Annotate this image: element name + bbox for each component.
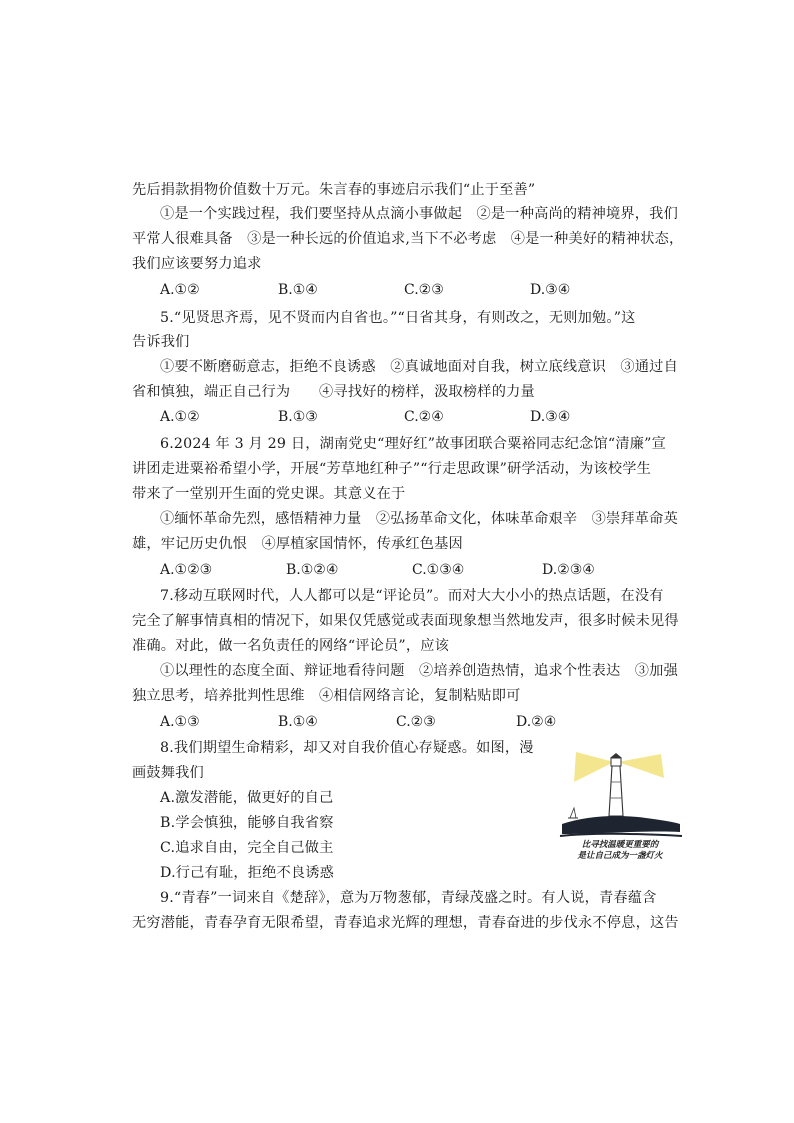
- option-c: C.②④: [404, 409, 444, 425]
- text-line: 先后捐款捐物价值数十万元。朱言春的事迹启示我们“止于至善”: [132, 182, 536, 198]
- option-d: D.③④: [530, 282, 571, 298]
- answer-option-d: D.行己有耻，拒绝不良诱惑: [160, 865, 335, 881]
- text-line: ①要不断磨砺意志，拒绝不良诱惑 ②真诚地面对自我，树立底线意识 ③通过自: [160, 359, 678, 375]
- question-8: 8.我们期望生命精彩，却又对自我价值心存疑惑。如图，漫: [160, 740, 534, 756]
- text-line: 无穷潜能，青春孕育无限希望，青春追求光辉的理想，青春奋进的步伐永不停息，这告: [132, 915, 679, 931]
- option-a: A.①②: [160, 409, 200, 425]
- question-5: 5.“见贤思齐焉，见不贤而内自省也。”“日省其身，有则改之，无则加勉。”这: [160, 310, 636, 326]
- option-a: A.①③: [160, 714, 200, 730]
- option-b: B.①④: [278, 714, 318, 730]
- cartoon-caption: [556, 840, 684, 862]
- option-d: D.②③④: [542, 562, 595, 578]
- text-line: ①以理性的态度全面、辩证地看待问题 ②培养创造热情，追求个性表达 ③加强: [160, 663, 678, 679]
- text-line: 准确。对此，做一名负责任的网络“评论员”，应该: [132, 638, 450, 654]
- text-line: 告诉我们: [132, 334, 190, 350]
- question-9: 9.“青春”一词来自《楚辞》，意为万物葱郁，青绿茂盛之时。有人说，青春蕴含: [160, 890, 657, 906]
- option-a: A.①②: [160, 282, 200, 298]
- text-line: ①是一个实践过程，我们要坚持从点滴小事做起 ②是一种高尚的精神境界，我们: [160, 206, 678, 222]
- text-line: 雄，牢记历史仇恨 ④厚植家国情怀，传承红色基因: [132, 536, 463, 552]
- answer-option-c: C.追求自由，完全自己做主: [160, 840, 334, 856]
- option-b: B.①④: [278, 282, 318, 298]
- option-c: C.②③: [396, 714, 436, 730]
- option-c: C.①③④: [412, 562, 465, 578]
- question-6: 6.2024 年 3 月 29 日，湖南党史“理好红”故事团联合粟裕同志纪念馆“清廉”宣: [160, 436, 666, 452]
- option-c: C.②③: [404, 282, 444, 298]
- option-d: D.③④: [530, 409, 571, 425]
- caption-line: 是让自己成为一盏灯火: [577, 851, 663, 861]
- caption-line: 比寻找温暖更重要的: [581, 840, 659, 850]
- text-line: 讲团走进粟裕希望小学，开展“芳草地红种子”“行走思政课”研学活动，为该校学生: [132, 461, 651, 477]
- text-line: 独立思考，培养批判性思维 ④相信网络言论，复制粘贴即可: [132, 688, 521, 704]
- text-line: 我们应该要努力追求: [132, 256, 262, 272]
- option-b: B.①②④: [286, 562, 339, 578]
- question-7: 7.移动互联网时代，人人都可以是“评论员”。而对大大小小的热点话题，在没有: [160, 588, 664, 604]
- option-a: A.①②③: [160, 562, 213, 578]
- answer-option-a: A.激发潜能，做更好的自己: [160, 790, 334, 806]
- text-line: 带来了一堂别开生面的党史课。其意义在于: [132, 486, 406, 502]
- option-b: B.①③: [278, 409, 318, 425]
- answer-option-b: B.学会慎独，能够自我省察: [160, 815, 334, 831]
- text-line: 平常人很难具备 ③是一种长远的价值追求,当下不必考虑 ④是一种美好的精神状态，: [132, 231, 684, 247]
- text-line: 完全了解事情真相的情况下，如果仅凭感觉或表面现象想当然地发声，很多时候未见得: [132, 613, 679, 629]
- text-line: 省和慎独，端正自己行为 ④寻找好的榜样，汲取榜样的力量: [132, 384, 535, 400]
- text-line: 画鼓舞我们: [132, 765, 204, 781]
- option-d: D.②④: [516, 714, 557, 730]
- text-line: ①缅怀革命先烈，感悟精神力量 ②弘扬革命文化，体味革命艰辛 ③崇拜革命英: [160, 511, 678, 527]
